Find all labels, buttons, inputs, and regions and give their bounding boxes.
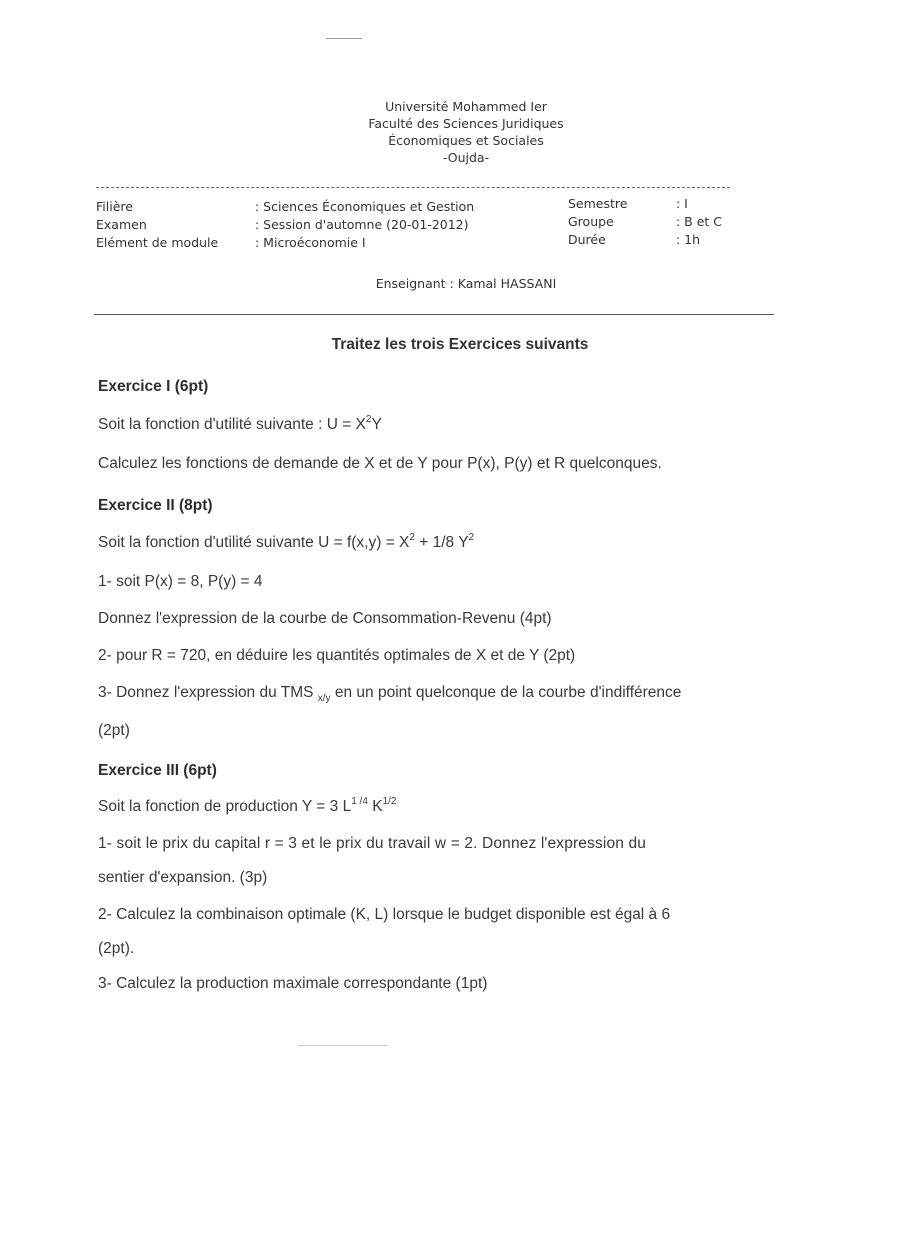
- title-divider: [94, 314, 774, 315]
- header-divider: [96, 187, 730, 188]
- exercise-1-utility: [98, 413, 382, 434]
- value-filiere: : Sciences Économiques et Gestion: [255, 199, 475, 214]
- label-semestre: Semestre: [568, 196, 628, 211]
- scan-mark-bottom: [298, 1045, 388, 1046]
- ex1-line1-text: Soit la fonction d'utilité suivante : U = X: [98, 416, 366, 433]
- scan-mark-top: [326, 38, 362, 39]
- info-right-values: [676, 195, 722, 249]
- exercise-2-utility: [98, 531, 475, 552]
- ex3-exponent-l: 1 /4: [351, 795, 368, 807]
- label-examen: Examen: [96, 217, 147, 232]
- ex3-line1-mid: K: [367, 798, 383, 815]
- exercise-1-heading: Exercice I (6pt): [98, 378, 209, 395]
- ex3-line1-text: Soit la fonction de production Y = 3 L: [98, 798, 352, 815]
- ex2-q3-start: 3- Donnez l'expression du TMS: [98, 684, 318, 701]
- exercise-3-q3: 3- Calculez la production maximale correspondante (1pt): [98, 975, 488, 992]
- exercise-2-q3-points: (2pt): [98, 722, 130, 739]
- exercise-3-q1-cont: sentier d'expansion. (3p): [98, 869, 268, 886]
- exercise-2-q1-task: Donnez l'expression de la courbe de Consommation-Revenu (4pt): [98, 610, 552, 627]
- exercise-3-heading: Exercice III (6pt): [98, 762, 217, 779]
- ex2-exponent-2: 2: [468, 531, 475, 543]
- ex2-q3-end: en un point quelconque de la courbe d'indifférence: [330, 684, 682, 701]
- ex2-exponent-1: 2: [409, 531, 415, 543]
- instructions-title: Traitez les trois Exercices suivants: [331, 336, 589, 353]
- teacher-name: HASSANI: [500, 276, 557, 291]
- label-module: Elément de module: [96, 235, 219, 250]
- exercise-2-q2: 2- pour R = 720, en déduire les quantités optimales de X et de Y (2pt): [98, 647, 576, 664]
- exercise-3-q2-cont: (2pt).: [98, 940, 135, 957]
- ex1-line1-exponent: 2: [365, 413, 372, 425]
- exercise-1-question: Calculez les fonctions de demande de X et de Y pour P(x), P(y) et R quelconques.: [98, 455, 662, 472]
- info-labels: [96, 198, 218, 252]
- ex1-line1-end: Y: [371, 416, 382, 433]
- institution-header: [250, 98, 682, 166]
- exercise-3-q2: 2- Calculez la combinaison optimale (K, L) lorsque le budget disponible est égal à 6: [98, 906, 671, 923]
- ex2-line1-text: Soit la fonction d'utilité suivante U = f(x,y) = X: [98, 534, 410, 551]
- faculty-line-2: Économiques et Sociales: [388, 133, 544, 148]
- city: -Oujda-: [442, 150, 490, 165]
- ex2-line1-mid: + 1/8 Y: [414, 534, 469, 551]
- exercise-2-heading: Exercice II (8pt): [98, 497, 213, 514]
- value-module: : Microéconomie I: [255, 235, 366, 250]
- label-duree: Durée: [568, 232, 606, 247]
- faculty-line-1: Faculté des Sciences Juridiques: [368, 116, 564, 131]
- ex2-q3-subscript: x/y: [317, 693, 331, 705]
- info-right-labels: [568, 195, 627, 249]
- value-examen: : Session d'automne (20-01-2012): [255, 217, 469, 232]
- teacher-prefix: Enseignant : Kamal: [375, 276, 501, 291]
- value-duree: : 1h: [676, 232, 701, 247]
- ex3-exponent-k: 1/2: [382, 795, 397, 807]
- teacher-line: [250, 276, 682, 291]
- info-values: [255, 198, 474, 252]
- exercise-2-q1: 1- soit P(x) = 8, P(y) = 4: [98, 573, 263, 590]
- exercise-3-q1: 1- soit le prix du capital r = 3 et le prix du travail w = 2. Donnez l'expression du: [98, 835, 646, 852]
- university-name: Université Mohammed Ier: [385, 99, 547, 114]
- exercise-2-q3: [98, 684, 682, 705]
- value-semestre: : I: [676, 196, 688, 211]
- label-filiere: Filière: [96, 199, 133, 214]
- exercise-3-production: [98, 795, 397, 816]
- label-groupe: Groupe: [568, 214, 614, 229]
- value-groupe: : B et C: [676, 214, 723, 229]
